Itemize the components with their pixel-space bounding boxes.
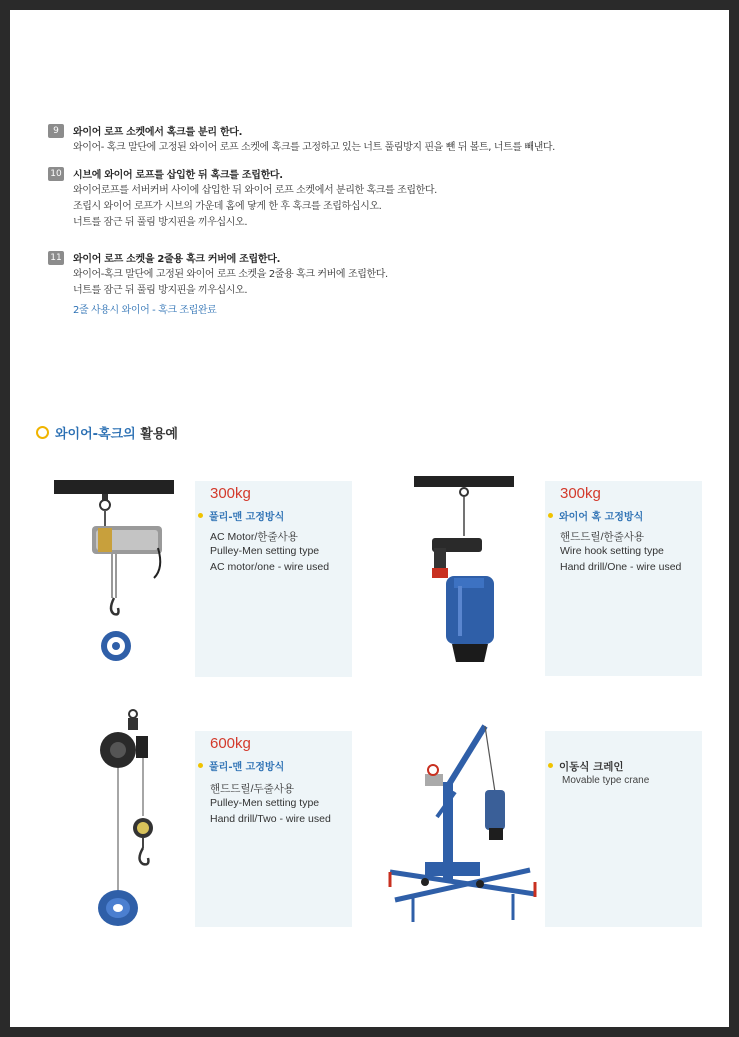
two-line-pulley-image: [88, 708, 168, 930]
method-label: [198, 758, 284, 773]
method-label: [548, 508, 643, 523]
section-title-rest: 활용예: [140, 427, 178, 442]
bullet-icon: [198, 513, 203, 518]
step-11: [48, 250, 688, 320]
hand-drill-pump-image: [414, 476, 524, 676]
step-text: 조립시 와이어 로프가 시브의 가운데 홈에 닿게 한 후 혹크를 조립하십시오.: [73, 201, 382, 212]
step-title: 와이어 로프 소켓에서 혹크를 분리 한다.: [73, 127, 243, 138]
method-text: 풀리-맨 고정방식: [209, 762, 285, 773]
circle-bullet-icon: [36, 426, 49, 439]
bullet-icon: [548, 513, 553, 518]
capacity-label: 300kg: [560, 485, 601, 502]
manual-page: [10, 10, 729, 1027]
ac-motor-hoist-image: [54, 478, 179, 668]
crane-subtitle: Movable type crane: [562, 775, 650, 786]
step-9: [48, 123, 688, 153]
step-text: 와이어-혹크 말단에 고정된 와이어 로프 소켓을 2줄용 혹크 커버에 조립한다.: [73, 269, 388, 280]
spec-line: 핸드드릴/한줄사용: [560, 531, 645, 543]
step-10: [48, 166, 688, 232]
crane-title-text: 이동식 크레인: [559, 761, 624, 773]
example-info-box: [195, 731, 352, 927]
spec-line: AC Motor/한줄사용: [210, 531, 298, 543]
step-number-badge: 9: [48, 124, 64, 138]
spec-line: AC motor/one - wire used: [210, 561, 330, 573]
crane-title: [548, 759, 624, 774]
spec-line: Hand drill/Two - wire used: [210, 813, 331, 825]
method-text: 와이어 혹 고정방식: [559, 512, 644, 523]
capacity-label: 600kg: [210, 735, 251, 752]
spec-line: Pulley-Men setting type: [210, 797, 320, 809]
spec-line: 핸드드릴/두줄사용: [210, 783, 295, 795]
step-text: 너트를 잠근 뒤 풀림 방지핀을 끼우십시오.: [73, 285, 248, 296]
step-text: 와이어- 혹크 말단에 고정된 와이어 로프 소켓에 혹크를 고정하고 있는 너트 풀림방지 핀을 뺀 뒤 볼트, 너트를 빼낸다.: [73, 142, 555, 153]
step-title: 시브에 와이어 로프를 삽입한 뒤 혹크를 조립한다.: [73, 170, 283, 181]
step-number-badge: 10: [48, 167, 64, 181]
spec-line: Wire hook setting type: [560, 545, 664, 557]
capacity-label: 300kg: [210, 485, 251, 502]
method-label: [198, 508, 284, 523]
example-info-box: [545, 731, 702, 927]
bullet-icon: [548, 763, 553, 768]
movable-crane-image: [385, 722, 540, 932]
step-title: 와이어 로프 소켓을 2줄용 혹크 커버에 조립한다.: [73, 254, 281, 265]
bullet-icon: [198, 763, 203, 768]
step-text: 와이어로프를 서버커버 사이에 삽입한 뒤 와이어 로프 소켓에서 분리한 혹크를 조립한다.: [73, 185, 437, 196]
method-text: 풀리-맨 고정방식: [209, 512, 285, 523]
section-title-highlight: 와이어-혹크의: [55, 427, 136, 442]
step-text: 너트를 잠근 뒤 풀림 방지핀을 끼우십시오.: [73, 217, 248, 228]
spec-line: Hand drill/One - wire used: [560, 561, 682, 573]
step-number-badge: 11: [48, 251, 64, 265]
spec-line: Pulley-Men setting type: [210, 545, 320, 557]
step-note: 2줄 사용시 와이어 - 혹크 조립완료: [73, 305, 217, 316]
example-info-box: [545, 481, 702, 676]
example-info-box: [195, 481, 352, 677]
section-heading: [36, 423, 178, 442]
